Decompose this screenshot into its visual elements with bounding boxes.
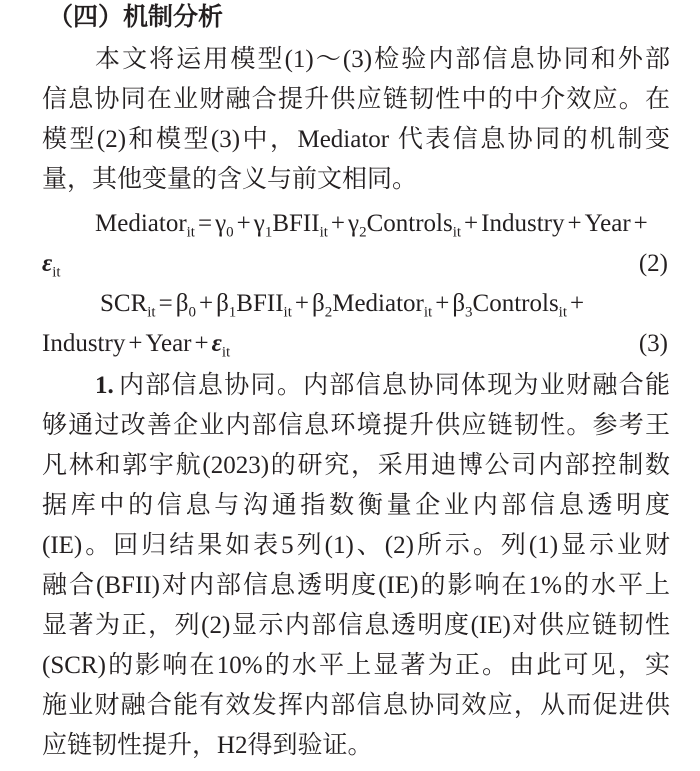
paragraph-line: 应链韧性提升，H2得到验证。 [42, 732, 373, 759]
subsection-title: 内部信息协同。 [117, 372, 304, 399]
paragraph-line-text: 内部信息协同体现为业财融合能 [303, 372, 670, 399]
section-heading: （四）机制分析 [48, 4, 224, 31]
equation-subscript: 2 [324, 304, 333, 321]
equation-number: (3) [638, 330, 668, 357]
equation-subscript: 0 [188, 304, 196, 321]
equation-subscript: it [423, 304, 433, 321]
equation-subscript: 1 [228, 304, 237, 321]
equation-operator: + [464, 210, 479, 237]
equation-operator: = [197, 210, 213, 237]
equation-greek-symbol: γ [348, 210, 360, 237]
equation-subscript: 2 [359, 224, 367, 241]
equation-term: BFII [236, 290, 284, 317]
equation-operator: + [198, 290, 214, 317]
paragraph-line: 凡林和郭宇航(2023)的研究，采用迪博公司内部控制数 [42, 452, 670, 479]
paragraph-line: 够通过改善企业内部信息环境提升供应链韧性。参考王 [42, 412, 670, 439]
equation-2 [42, 204, 670, 284]
paragraph-line: 量，其他变量的含义与前文相同。 [42, 166, 418, 193]
equation-greek-symbol: β [452, 290, 466, 317]
equation-subscript: it [319, 224, 328, 241]
equation-operator: + [570, 290, 585, 317]
equation-3-line-2-terms [42, 324, 230, 364]
equation-number: (2) [638, 250, 668, 277]
equation-greek-symbol: γ [215, 210, 227, 237]
equation-operator: + [435, 290, 450, 317]
equation-operator: + [330, 210, 346, 237]
paragraph-line: (IE)。回归结果如表5列(1)、(2)所示。列(1)显示业财 [42, 532, 670, 559]
paragraph-line [42, 366, 670, 406]
equation-subscript: it [558, 304, 568, 321]
paragraph-line: 显著为正，列(2)显示内部信息透明度(IE)对供应链韧性 [42, 612, 670, 639]
equation-2-line-2-terms [42, 244, 61, 284]
paragraph-mechanism-intro [42, 40, 670, 200]
equation-term: Controls [472, 290, 559, 317]
equation-operator: + [194, 330, 209, 357]
equation-greek-symbol: β [216, 290, 229, 317]
equation-epsilon-symbol: ε [211, 330, 222, 357]
equation-3-line-1 [42, 284, 670, 324]
paragraph-line: 信息协同在业财融合提升供应链韧性中的中介效应。在 [42, 86, 670, 113]
equation-term: Mediator [95, 210, 187, 237]
equation-greek-symbol: β [175, 290, 189, 317]
equation-subscript: 1 [264, 224, 273, 241]
equation-operator: + [633, 210, 648, 237]
equation-operator: = [158, 290, 173, 317]
equation-term: SCR [100, 290, 148, 317]
equation-2-line-2 [42, 244, 670, 284]
equation-operator: + [294, 290, 309, 317]
equation-term: Year [584, 210, 631, 237]
equation-subscript: it [186, 224, 195, 241]
equation-subscript: 0 [226, 224, 234, 241]
equation-epsilon-symbol: ε [42, 250, 53, 277]
equation-subscript: it [452, 224, 462, 241]
paragraph-line: (SCR)的影响在10%的水平上显著为正。由此可见，实 [42, 652, 670, 679]
equation-subscript: it [283, 304, 292, 321]
paragraph-line: 本文将运用模型(1)～(3)检验内部信息协同和外部 [95, 46, 670, 73]
equation-operator: + [236, 210, 251, 237]
equation-term: Industry [481, 210, 565, 237]
subsection-number: 1. [95, 372, 114, 399]
equation-3 [42, 284, 670, 364]
equation-subscript: it [147, 304, 156, 321]
equation-greek-symbol: β [311, 290, 325, 317]
equation-term: Industry [42, 330, 126, 357]
equation-3-line-2 [42, 324, 670, 364]
paragraph-line: 模型(2)和模型(3)中，Mediator 代表信息协同的机制变 [42, 126, 670, 153]
equation-term: Mediator [332, 290, 424, 317]
equation-operator: + [567, 210, 582, 237]
equation-subscript: it [221, 344, 231, 361]
equation-subscript: 3 [465, 304, 473, 321]
equation-term: Year [145, 330, 192, 357]
equation-greek-symbol: γ [253, 210, 265, 237]
paragraph-line: 据库中的信息与沟通指数衡量企业内部信息透明度 [42, 492, 670, 519]
equation-term: Controls [366, 210, 453, 237]
paragraph-line: 融合(BFII)对内部信息透明度(IE)的影响在1%的水平上 [42, 572, 670, 599]
paragraph-internal-info-synergy [42, 366, 670, 766]
equation-subscript: it [52, 264, 61, 281]
equation-operator: + [128, 330, 143, 357]
equation-2-line-1 [42, 204, 670, 244]
paragraph-line: 施业财融合能有效发挥内部信息协同效应，从而促进供 [42, 692, 670, 719]
equation-term: BFII [272, 210, 320, 237]
